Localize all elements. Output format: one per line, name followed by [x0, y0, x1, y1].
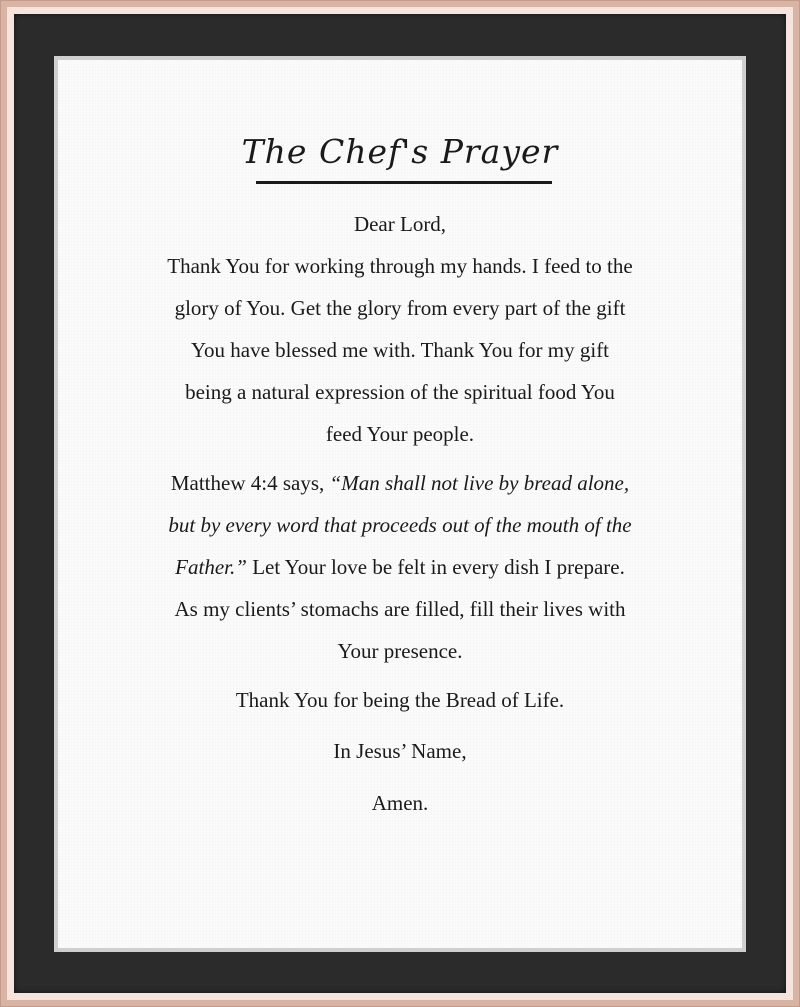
paragraph2-line4: As my clients’ stomachs are filled, fill their lives with — [174, 597, 626, 621]
paragraph2-line1 — [58, 471, 742, 495]
amen-line: Amen. — [371, 791, 429, 815]
paragraph1-line4: being a natural expression of the spiritual food You — [185, 380, 615, 404]
paragraph1-line3: You have blessed me with. Thank You for my gift — [190, 338, 610, 362]
thanks-line: Thank You for being the Bread of Life. — [235, 688, 565, 712]
scripture-quote-start: “Man shall not live by bread alone, — [329, 471, 630, 495]
salutation: Dear Lord, — [353, 212, 447, 236]
paragraph2-line2: but by every word that proceeds out of the mouth of the — [168, 513, 632, 537]
prayer-title: The Chef's Prayer — [241, 132, 559, 171]
paragraph1-line1: Thank You for working through my hands. I feed to the — [167, 254, 633, 278]
prayer-paper — [58, 60, 742, 948]
scripture-quote-end: Father.” — [175, 555, 247, 579]
title-underline — [256, 181, 552, 184]
paragraph2-line5: Your presence. — [337, 639, 463, 663]
scripture-reference: Matthew 4:4 says, — [170, 471, 330, 495]
closing-line: In Jesus’ Name, — [333, 739, 467, 763]
paragraph2-line3-text: Let Your love be felt in every dish I prepare. — [246, 555, 625, 579]
paragraph1-line2: glory of You. Get the glory from every part of the gift — [174, 296, 626, 320]
paragraph2-line3 — [58, 555, 742, 579]
paragraph1-line5: feed Your people. — [325, 422, 475, 446]
